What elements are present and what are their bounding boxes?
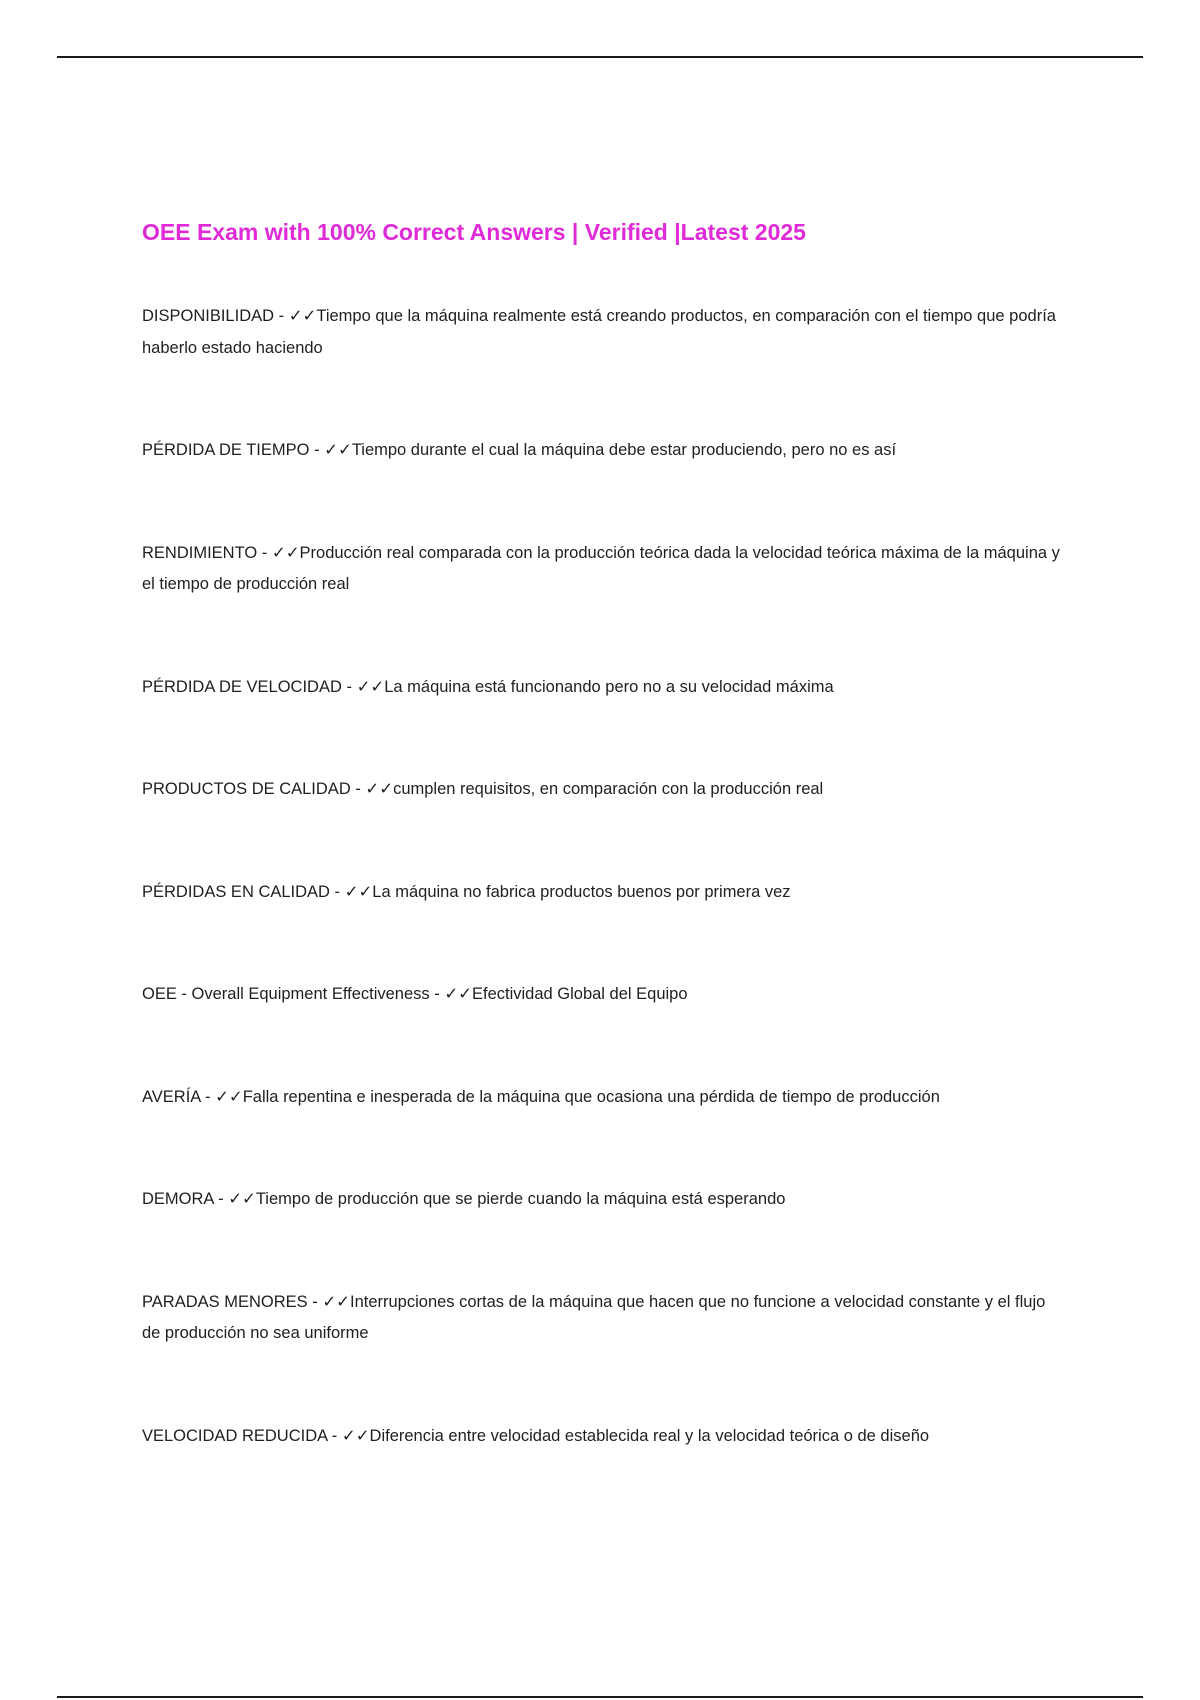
qa-term: AVERÍA — [142, 1087, 201, 1106]
check-mark-icon: ✓✓ — [344, 882, 373, 901]
check-mark-icon: ✓✓ — [288, 307, 317, 325]
qa-answer: Interrupciones cortas de la máquina que hacen que no funcione a velocidad constante y el flujo de producción no sea uniforme — [142, 1292, 1046, 1342]
qa-term: PÉRDIDAS EN CALIDAD — [142, 882, 330, 901]
qa-item — [142, 1421, 1062, 1453]
qa-term: VELOCIDAD REDUCIDA — [142, 1426, 328, 1445]
qa-separator: - — [350, 780, 366, 798]
qa-separator: - — [213, 1190, 229, 1208]
document-title: OEE Exam with 100% Correct Answers | Verified |Latest 2025 — [142, 219, 806, 245]
document-body — [142, 215, 1062, 1523]
check-mark-icon: ✓✓ — [322, 1292, 350, 1311]
qa-item — [142, 1082, 1062, 1114]
qa-term: PÉRDIDA DE TIEMPO — [142, 441, 310, 459]
qa-item — [142, 1184, 1062, 1216]
qa-term: PÉRDIDA DE VELOCIDAD — [142, 677, 342, 696]
qa-item — [142, 774, 1062, 806]
footer-rule — [57, 1696, 1143, 1698]
check-mark-icon: ✓✓ — [324, 441, 352, 459]
check-mark-icon: ✓✓ — [271, 543, 300, 562]
qa-separator: - — [200, 1087, 216, 1106]
qa-separator: - — [274, 307, 289, 325]
qa-answer: Tiempo que la máquina realmente está creando productos, en comparación con el tiempo que podría haberlo estado haciendo — [142, 307, 1056, 357]
qa-term: RENDIMIENTO — [142, 543, 258, 562]
qa-term: DEMORA — [142, 1190, 214, 1208]
qa-item — [142, 301, 1062, 364]
qa-answer: Tiempo durante el cual la máquina debe estar produciendo, pero no es así — [351, 441, 897, 459]
qa-item — [142, 435, 1062, 467]
qa-answer: Diferencia entre velocidad establecida real y la velocidad teórica o de diseño — [369, 1426, 930, 1445]
qa-answer: La máquina está funcionando pero no a su velocidad máxima — [384, 677, 834, 696]
qa-item — [142, 877, 1062, 909]
check-mark-icon: ✓✓ — [365, 780, 394, 798]
qa-separator: - — [329, 882, 345, 901]
qa-term: PRODUCTOS DE CALIDAD — [142, 780, 351, 798]
check-mark-icon: ✓✓ — [341, 1426, 370, 1445]
check-mark-icon: ✓✓ — [228, 1190, 256, 1208]
qa-separator: - — [429, 985, 445, 1003]
qa-answer: Tiempo de producción que se pierde cuando la máquina está esperando — [255, 1190, 786, 1208]
qa-answer: Efectividad Global del Equipo — [471, 985, 688, 1003]
qa-separator: - — [307, 1292, 323, 1311]
check-mark-icon: ✓✓ — [356, 677, 385, 696]
qa-separator: - — [341, 677, 357, 696]
qa-item — [142, 672, 1062, 704]
qa-answer: cumplen requisitos, en comparación con la producción real — [393, 780, 824, 798]
qa-item — [142, 979, 1062, 1011]
check-mark-icon: ✓✓ — [215, 1087, 243, 1106]
header-rule — [57, 56, 1143, 58]
qa-answer: Producción real comparada con la producción teórica dada la velocidad teórica máxima de la máquina y el tiempo de producción real — [142, 543, 1060, 593]
qa-answer: Falla repentina e inesperada de la máquina que ocasiona una pérdida de tiempo de producción — [242, 1087, 940, 1106]
qa-item — [142, 1287, 1062, 1350]
qa-term: PARADAS MENORES — [142, 1292, 308, 1311]
qa-separator: - — [309, 441, 325, 459]
qa-list — [142, 301, 1062, 1452]
qa-term: OEE - Overall Equipment Effectiveness — [142, 985, 430, 1003]
qa-separator: - — [257, 543, 272, 562]
qa-term: DISPONIBILIDAD — [142, 307, 275, 325]
qa-item — [142, 538, 1062, 601]
qa-separator: - — [327, 1426, 342, 1445]
check-mark-icon: ✓✓ — [444, 985, 472, 1003]
qa-answer: La máquina no fabrica productos buenos por primera vez — [372, 882, 791, 901]
